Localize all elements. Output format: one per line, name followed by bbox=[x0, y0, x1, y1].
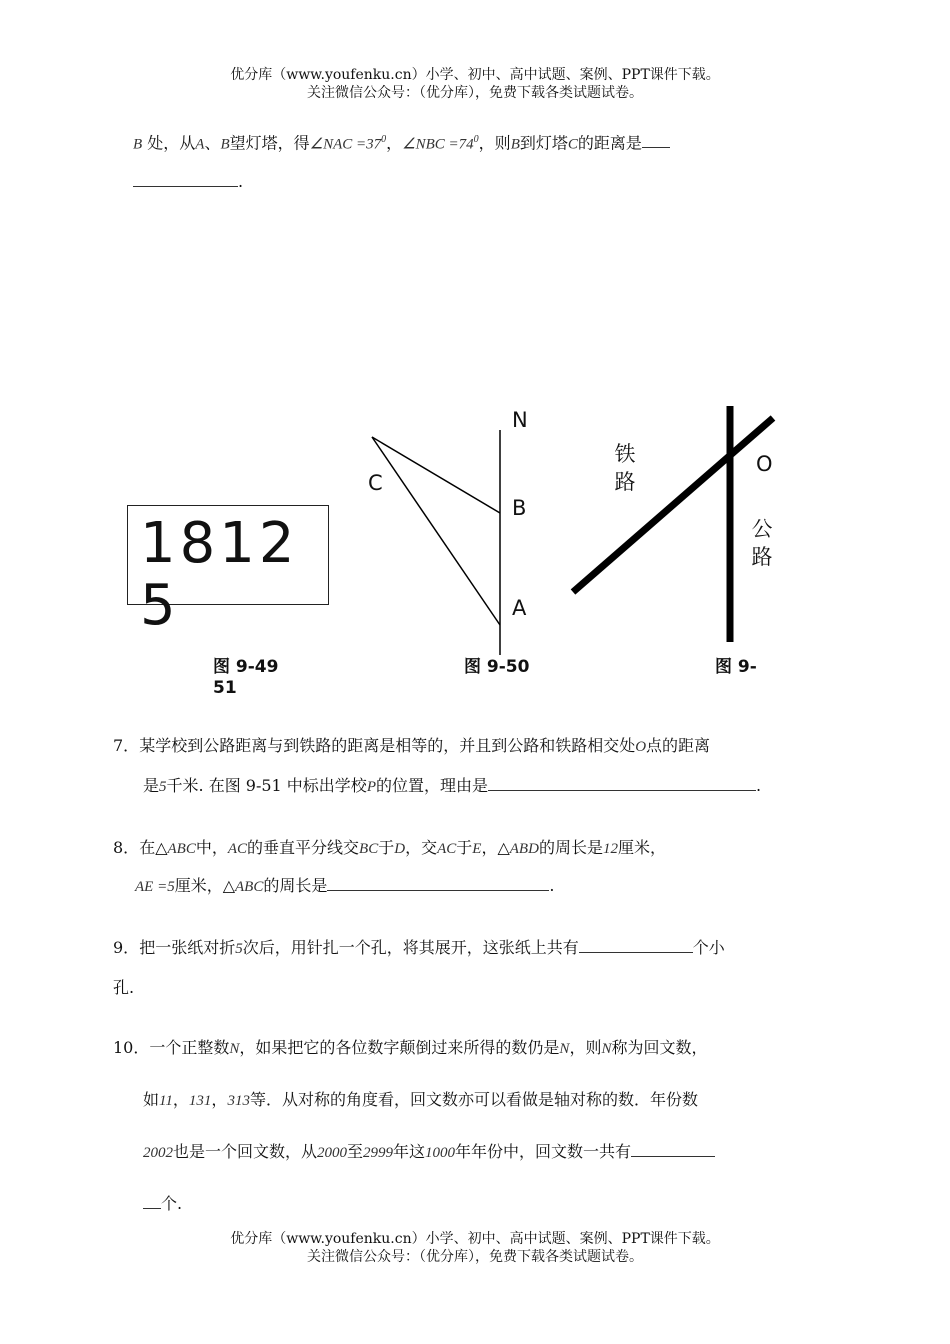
figure-9-51-caption: 图 9- bbox=[715, 657, 757, 677]
math-1000: 1000 bbox=[425, 1145, 456, 1161]
math-5: 5 bbox=[159, 779, 167, 795]
q8-text: 的周长是 bbox=[263, 876, 328, 895]
q9-text: 把一张纸对折 bbox=[139, 938, 236, 957]
math-d: D bbox=[394, 841, 406, 857]
angle-nbc: ∠NBC =74 bbox=[402, 136, 474, 153]
q6-line-2 bbox=[133, 164, 838, 200]
label-o: O bbox=[756, 452, 773, 476]
math-ac: AC bbox=[437, 841, 457, 857]
label-c: C bbox=[368, 471, 383, 495]
math-a: A bbox=[195, 136, 205, 153]
q8-text: 的周长是 bbox=[538, 838, 603, 857]
q6-text: 、 bbox=[204, 133, 221, 153]
math-b: B bbox=[510, 136, 520, 153]
q6-line-1 bbox=[133, 122, 838, 158]
question-number: 9． bbox=[113, 938, 140, 957]
question-10 bbox=[113, 1030, 838, 1222]
q10-text: 如 bbox=[143, 1090, 160, 1109]
question-6-continued bbox=[133, 122, 838, 200]
question-7 bbox=[113, 728, 838, 804]
answer-blank[interactable] bbox=[642, 131, 670, 148]
math-5: 5 bbox=[235, 941, 243, 957]
figure-9-49-number: 18125 bbox=[140, 511, 299, 638]
q8-text: 中， bbox=[195, 838, 228, 857]
q6-text: 到灯塔 bbox=[519, 133, 568, 153]
q10-text: 至 bbox=[347, 1142, 364, 1161]
q6-text: 望灯塔，得 bbox=[229, 133, 310, 153]
q7-text: 的位置，理由是 bbox=[375, 776, 488, 795]
answer-blank[interactable] bbox=[631, 1140, 715, 1157]
figure-9-49-caption: 图 9-49 bbox=[213, 657, 279, 677]
math-abc: ABC bbox=[235, 879, 264, 895]
math-313: 313 bbox=[227, 1093, 250, 1109]
q9-line-2 bbox=[113, 970, 838, 1006]
q10-text: ，则 bbox=[569, 1038, 602, 1057]
label-highway: 公路 bbox=[751, 517, 773, 569]
q10-text: 等．从对称的角度看，回文数亦可以看做是轴对称的数．年份数 bbox=[249, 1090, 698, 1109]
q10-text: 一个正整数 bbox=[149, 1038, 230, 1057]
q9-line-1 bbox=[113, 930, 838, 966]
q7-text: 是 bbox=[143, 776, 160, 795]
answer-blank[interactable] bbox=[133, 170, 238, 187]
q10-text: ， bbox=[172, 1090, 189, 1109]
q8-text: 厘米， bbox=[617, 838, 666, 857]
q6-text: 的距离是 bbox=[577, 133, 642, 153]
math-o: O bbox=[635, 739, 647, 755]
math-abd: ABD bbox=[509, 841, 539, 857]
math-e: E bbox=[472, 841, 482, 857]
math-b: B bbox=[133, 136, 143, 153]
label-railway: 铁路 bbox=[614, 442, 636, 494]
q10-line-3 bbox=[113, 1134, 838, 1170]
q8-text: 厘米，△ bbox=[174, 876, 236, 895]
page-footer bbox=[0, 1230, 950, 1266]
answer-blank[interactable] bbox=[327, 874, 549, 891]
question-9 bbox=[113, 930, 838, 1006]
answer-blank[interactable] bbox=[143, 1192, 161, 1209]
q10-text: ，如果把它的各位数字颠倒过来所得的数仍是 bbox=[239, 1038, 560, 1057]
q10-text: 称为回文数， bbox=[611, 1038, 708, 1057]
math-ae: AE =5 bbox=[135, 879, 175, 895]
figure-9-51-caption-overflow: 51 bbox=[213, 678, 237, 698]
math-n: N bbox=[601, 1041, 612, 1057]
q10-text: 个. bbox=[161, 1194, 183, 1213]
math-11: 11 bbox=[159, 1093, 173, 1109]
q9-text: 孔. bbox=[113, 978, 135, 997]
q10-text: ， bbox=[211, 1090, 228, 1109]
math-12: 12 bbox=[602, 841, 618, 857]
q7-text: . bbox=[756, 776, 762, 795]
figure-9-50-diagram bbox=[340, 400, 540, 660]
degree-mark: 0 bbox=[381, 134, 387, 145]
segment-cb bbox=[372, 437, 500, 513]
math-p: P bbox=[366, 779, 376, 795]
q9-text: 个小 bbox=[692, 938, 725, 957]
q10-line-2 bbox=[113, 1082, 838, 1118]
question-number: 8． bbox=[113, 838, 140, 857]
question-number: 7． bbox=[113, 736, 140, 755]
q8-text: 在△ bbox=[139, 838, 168, 857]
q8-text: ，△ bbox=[481, 838, 510, 857]
math-c: C bbox=[567, 136, 578, 153]
q6-text: . bbox=[238, 172, 244, 191]
math-2002: 2002 bbox=[143, 1145, 173, 1161]
question-number: 10． bbox=[113, 1038, 150, 1057]
math-2999: 2999 bbox=[363, 1145, 394, 1161]
math-abc: ABC bbox=[167, 841, 196, 857]
math-ac: AC bbox=[227, 841, 248, 857]
answer-blank[interactable] bbox=[579, 936, 693, 953]
q9-text: 次后，用针扎一个孔，将其展开，这张纸上共有 bbox=[242, 938, 579, 957]
label-a: A bbox=[512, 596, 527, 620]
label-b: B bbox=[512, 496, 527, 520]
q10-line-4 bbox=[113, 1186, 838, 1222]
footer-line-1: 优分库（www.youfenku.cn）小学、初中、高中试题、案例、PPT课件下载。 bbox=[230, 1231, 720, 1247]
q8-line-1 bbox=[113, 830, 838, 866]
q10-text: 年这 bbox=[393, 1142, 426, 1161]
math-n: N bbox=[229, 1041, 240, 1057]
math-131: 131 bbox=[188, 1093, 212, 1109]
q6-text: ， bbox=[386, 133, 403, 153]
label-n: N bbox=[512, 408, 528, 432]
math-bc: BC bbox=[359, 841, 379, 857]
q6-text: 处，从 bbox=[147, 133, 196, 153]
q7-text: 千米. 在图 9-51 中标出学校 bbox=[166, 776, 367, 795]
q6-text: ，则 bbox=[478, 133, 511, 153]
page-header bbox=[0, 66, 950, 102]
math-n: N bbox=[559, 1041, 570, 1057]
figure-9-50-caption: 图 9-50 bbox=[464, 657, 530, 677]
q8-text: . bbox=[549, 876, 555, 895]
q7-text: 点的距离 bbox=[646, 736, 711, 755]
q8-text: 于 bbox=[456, 838, 473, 857]
angle-nac: ∠NAC =37 bbox=[309, 136, 382, 153]
header-line-1: 优分库（www.youfenku.cn）小学、初中、高中试题、案例、PPT课件下载。 bbox=[230, 67, 720, 83]
q8-text: 于 bbox=[378, 838, 395, 857]
q8-text: ，交 bbox=[405, 838, 438, 857]
question-8 bbox=[113, 830, 838, 904]
segment-ca bbox=[372, 437, 500, 625]
q7-line-1 bbox=[113, 728, 838, 764]
railway-line bbox=[573, 418, 773, 592]
q10-text: 年年份中，回文数一共有 bbox=[455, 1142, 632, 1161]
math-2000: 2000 bbox=[317, 1145, 348, 1161]
q10-line-1 bbox=[113, 1030, 838, 1066]
q7-text: 某学校到公路距离与到铁路的距离是相等的，并且到公路和铁路相交处 bbox=[139, 736, 636, 755]
math-b: B bbox=[220, 136, 230, 153]
q7-line-2 bbox=[113, 768, 838, 804]
degree-mark: 0 bbox=[473, 134, 479, 145]
q8-line-2 bbox=[113, 868, 838, 904]
answer-blank[interactable] bbox=[488, 774, 756, 791]
q10-text: 也是一个回文数，从 bbox=[173, 1142, 318, 1161]
q8-text: 的垂直平分线交 bbox=[247, 838, 360, 857]
header-line-2: 关注微信公众号：（优分库），免费下载各类试题试卷。 bbox=[307, 85, 643, 101]
footer-line-2: 关注微信公众号：（优分库），免费下载各类试题试卷。 bbox=[307, 1249, 643, 1265]
